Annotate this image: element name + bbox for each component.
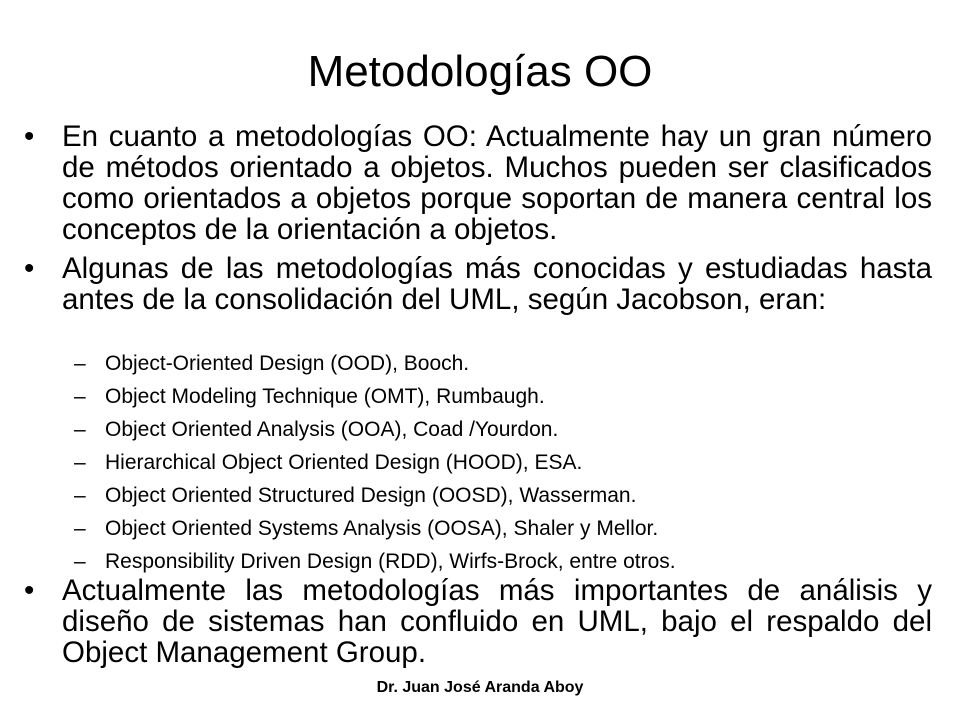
- methodology-list: [74, 347, 934, 578]
- bullet-text: Actualmente las metodologías más importantes de análisis y diseño de sistemas han confluido en UML, bajo el respaldo del Object Management Group.: [62, 574, 932, 669]
- list-item-text: Object-Oriented Design (OOD), Booch.: [105, 352, 470, 375]
- list-item: [74, 380, 934, 413]
- list-item-text: Hierarchical Object Oriented Design (HOOD), ESA.: [105, 451, 583, 474]
- bullet-text: En cuanto a metodologías OO: Actualmente hay un gran número de métodos orientado a objetos. Muchos pueden ser clasificados como orientados a objetos porque soportan de manera central los conceptos de la orientación a objetos.: [62, 120, 932, 246]
- list-item: [74, 347, 934, 380]
- list-item-text: Object Oriented Structured Design (OOSD), Wasserman.: [105, 484, 637, 507]
- bullet-item: [24, 120, 932, 246]
- bullet-item: [24, 252, 932, 316]
- list-item: [74, 446, 934, 479]
- dash-marker: –: [74, 385, 86, 408]
- bullet-text: Algunas de las metodologías más conocidas y estudiadas hasta antes de la consolidación del UML, según Jacobson, eran:: [62, 252, 932, 316]
- dash-marker: –: [74, 352, 86, 375]
- dash-marker: –: [74, 484, 86, 507]
- bullet-marker: •: [24, 120, 35, 153]
- dash-marker: –: [74, 517, 86, 540]
- dash-marker: –: [74, 451, 86, 474]
- bullet-marker: •: [24, 252, 35, 285]
- bullet-item: [24, 574, 932, 669]
- list-item-text: Object Modeling Technique (OMT), Rumbaugh.: [105, 385, 545, 408]
- footer-author: Dr. Juan José Aranda Aboy: [376, 679, 584, 696]
- dash-marker: –: [74, 418, 86, 441]
- list-item-text: Object Oriented Analysis (OOA), Coad /Yourdon.: [105, 418, 559, 441]
- list-item-text: Responsibility Driven Design (RDD), Wirfs-Brock, entre otros.: [105, 550, 676, 573]
- slide-title: Metodologías OO: [307, 47, 653, 96]
- list-item: [74, 512, 934, 545]
- list-item-text: Object Oriented Systems Analysis (OOSA), Shaler y Mellor.: [105, 517, 659, 540]
- list-item: [74, 413, 934, 446]
- bullet-marker: •: [24, 574, 35, 607]
- dash-marker: –: [74, 550, 86, 573]
- list-item: [74, 479, 934, 512]
